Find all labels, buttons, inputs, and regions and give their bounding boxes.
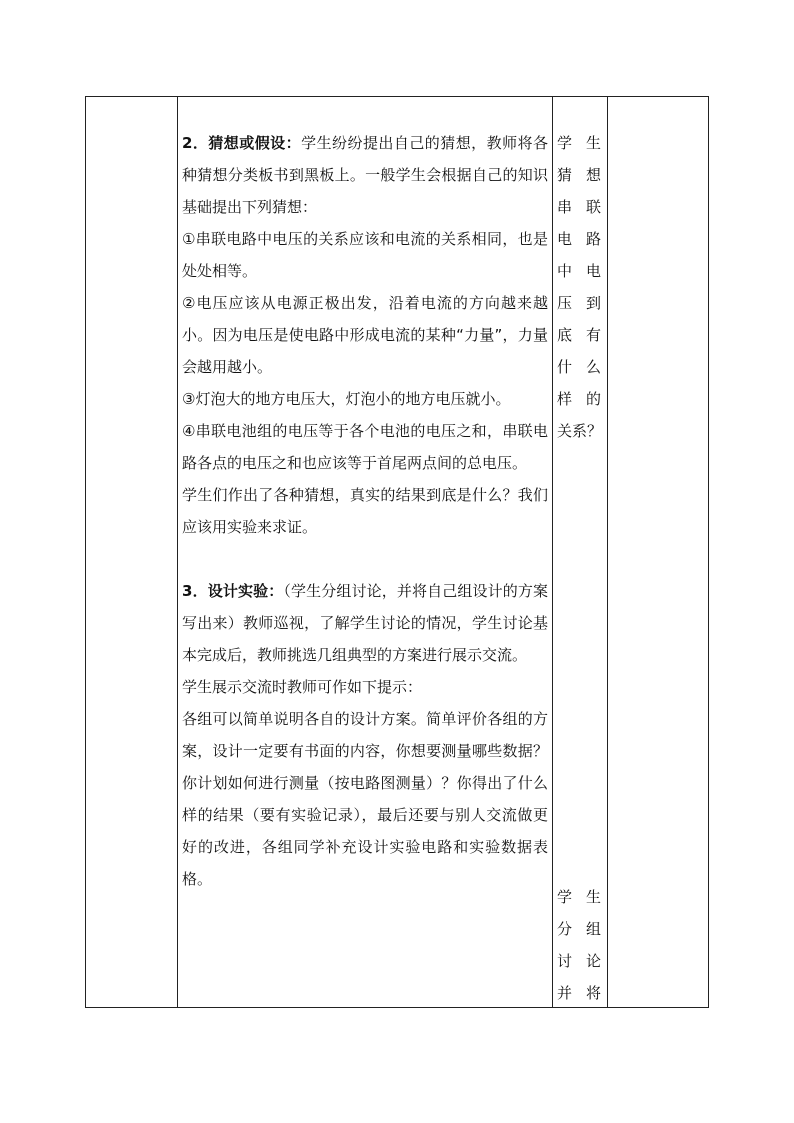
- hint-intro: 学生展示交流时教师可作如下提示：: [182, 678, 423, 696]
- student-activity-line: 电 路: [557, 230, 601, 248]
- hypothesis-item: ③灯泡大的地方电压大，灯泡小的地方电压就小。: [182, 390, 511, 408]
- student-activity-line: 讨 论: [557, 952, 601, 970]
- student-activity-line: 分 组: [557, 920, 601, 938]
- student-activity-block-1: [557, 127, 601, 447]
- teacher-activity-cell: [182, 127, 548, 895]
- hypothesis-item: ②电压应该从电源正极出发，沿着电流的方向越来越小。因为电压是使电路中形成电流的某种“力量”，力量会越用越小。: [182, 294, 548, 376]
- section-3-text: （学生分组讨论，并将自己组设计的方案写出来）教师巡视，了解学生讨论的情况，学生讨论基本完成后，教师挑选几组典型的方案进行展示交流。: [182, 582, 548, 664]
- hint-text: 各组可以简单说明各自的设计方案。简单评价各组的方案，设计一定要有书面的内容，你想要测量哪些数据？你计划如何进行测量（按电路图测量）？你得出了什么样的结果（要有实验记录），最后还要与别人交流做更好的改进，各组同学补充设计实验电路和实验数据表格。: [182, 710, 548, 888]
- section-2-text: 学生纷纷提出自己的猜想，教师将各种猜想分类板书到黑板上。一般学生会根据自己的知识基础提出下列猜想：: [182, 134, 548, 216]
- student-activity-line: 猜 想: [557, 166, 601, 184]
- section-2-intro: [182, 127, 548, 223]
- section-2-closing: 学生们作出了各种猜想，真实的结果到底是什么？我们应该用实验来求证。: [182, 486, 548, 536]
- student-activity-line: 压 到: [557, 294, 601, 312]
- student-activity-line: 样 的: [557, 390, 601, 408]
- student-activity-block-2: [557, 881, 601, 1009]
- student-activity-line: 串 联: [557, 198, 601, 216]
- student-activity-line: 中 电: [557, 262, 601, 280]
- student-activity-line: 学 生: [557, 134, 601, 152]
- student-activity-line: 并 将: [557, 984, 601, 1002]
- student-activity-line: 底 有: [557, 326, 601, 344]
- lesson-table: [85, 96, 709, 1008]
- column-divider: [177, 97, 178, 1007]
- student-activity-line: 什 么: [557, 358, 601, 376]
- student-activity-line: 学 生: [557, 888, 601, 906]
- section-3-intro: [182, 575, 548, 671]
- hypothesis-item: ①串联电路中电压的关系应该和电流的关系相同，也是处处相等。: [182, 230, 548, 280]
- column-divider: [552, 97, 553, 1007]
- hypothesis-item: ④串联电池组的电压等于各个电池的电压之和，串联电路各点的电压之和也应该等于首尾两点间的总电压。: [182, 422, 548, 472]
- section-2-heading: 2．猜想或假设：: [182, 134, 302, 152]
- section-3-heading: 3．设计实验：: [182, 582, 284, 600]
- student-activity-line: 关 系 ？: [557, 422, 603, 440]
- column-divider: [607, 97, 608, 1007]
